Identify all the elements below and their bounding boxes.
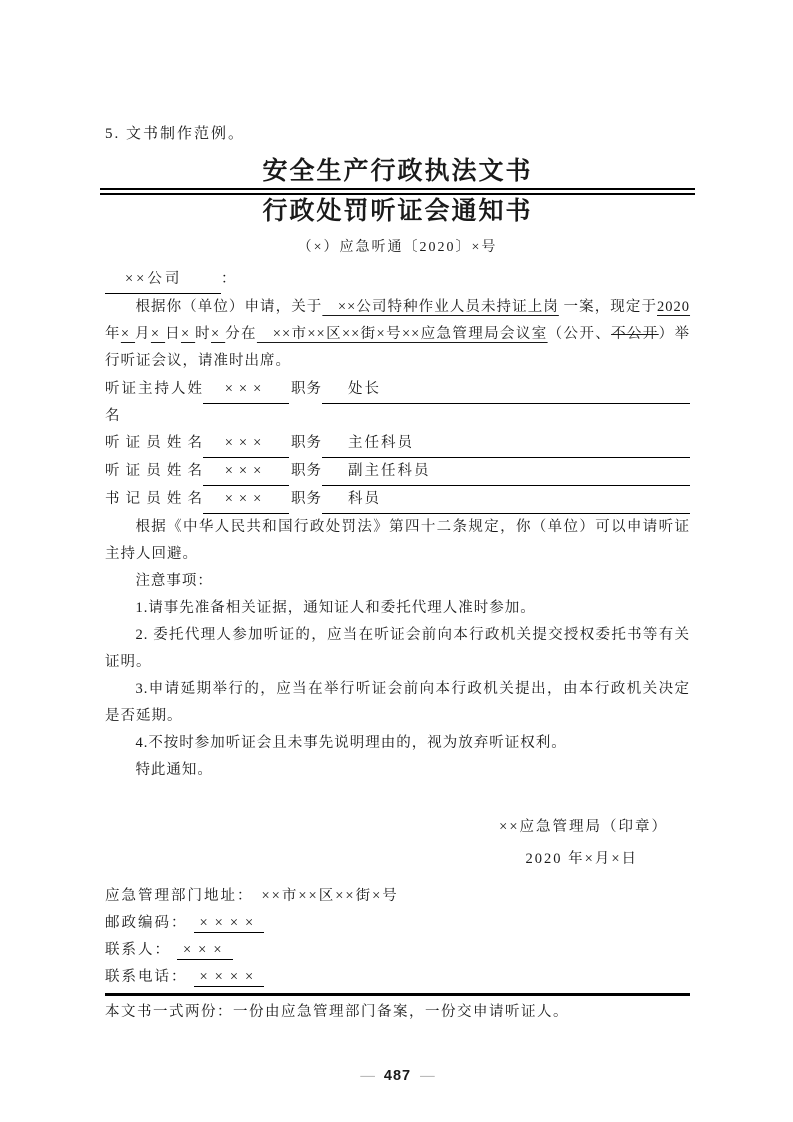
doc-subtitle: 行政处罚听证会通知书 [262,198,533,225]
official-row [105,376,690,430]
paragraph-segment: ××公司特种作业人员未持证上岗 [322,299,559,315]
official-duty-label: 职务 [291,491,322,507]
contact-row-person [105,937,690,964]
contact-block [105,883,690,991]
note-item: 1.请事先准备相关证据，通知证人和委托代理人准时参加。 [135,600,536,616]
page-number-dash-right: — [420,1068,435,1084]
paragraph-segment: × [150,326,166,342]
page-number [105,1068,690,1085]
note-items [105,595,690,757]
paragraph-segment: 日 [165,326,181,342]
paragraph-segment: × [211,326,226,342]
paragraph-segment: 时 [195,326,212,342]
paragraph-segment: ）举行听证会议，请准时出席。 [105,326,691,369]
paragraph-segment: × [180,326,196,342]
note-item: 3.申请延期举行的，应当在举行听证会前向本行政机关提出，由本行政机关决定是否延期。 [105,681,690,724]
contact-row-address [105,883,690,910]
official-role-label: 听证员姓名 [105,463,203,479]
doc-number: （×）应急听通〔2020〕×号 [297,240,498,255]
official-role-label: 听证主持人姓名 [105,381,203,424]
closing-note: 特此通知。 [135,762,213,778]
official-name-blank: ××× [203,376,289,404]
official-duty-label: 职务 [291,381,322,397]
doc-title: 安全生产行政执法文书 [262,158,533,185]
person-value: ××× [177,942,233,960]
official-duty-label: 职务 [291,435,322,451]
legal-note: 根据《中华人民共和国行政处罚法》第四十二条规定，你（单位）可以申请听证主持人回避。 [105,519,690,562]
signature-date: 2020 年×月×日 [525,851,638,867]
page-number-dash-left: — [360,1068,375,1084]
notice-body-paragraph [105,294,690,375]
paragraph-segment: 不公开 [611,326,659,342]
recipient-colon: ： [221,271,237,287]
paragraph-segment: 月 [135,326,151,342]
note-item: 4.不按时参加听证会且未事先说明理由的，视为放弃听证权利。 [135,735,567,751]
section-heading: 5. 文书制作范例。 [105,126,246,142]
official-duty-blank: 副主任科员 [322,458,690,486]
official-row [105,430,690,458]
postcode-value: ×××× [194,915,265,933]
official-name-blank: ××× [203,430,289,458]
official-row [105,486,690,514]
official-duty-blank: 科员 [322,486,690,514]
phone-label: 联系电话： [105,969,188,985]
paragraph-segment: 年 [105,326,121,342]
page-number-value: 487 [383,1068,412,1084]
officials-list [105,376,690,514]
notes-heading: 注意事项： [135,573,213,589]
contact-row-phone [105,964,690,991]
paragraph-segment: × [120,326,136,342]
paragraph-segment: ××市××区××街×号××应急管理局会议室 [256,326,548,342]
paragraph-segment: 分在 [225,326,257,342]
official-row [105,458,690,486]
recipient-line [105,266,690,294]
paragraph-segment: （公开、 [547,326,612,342]
footer-divider [105,993,690,996]
official-duty-blank: 主任科员 [322,430,690,458]
note-item: 2. 委托代理人参加听证的，应当在听证会前向本行政机关提交授权委托书等有关证明。 [105,627,690,670]
official-name-blank: ××× [203,458,289,486]
paragraph-segment: 一案，现定于 [558,299,658,315]
issuing-authority: ××应急管理局（印章） [499,819,668,835]
title-divider [100,188,695,195]
contact-row-postcode [105,910,690,937]
title-block [105,156,690,227]
paragraph-segment: 2020 [657,299,691,315]
footer-note: 本文书一式两份：一份由应急管理部门备案，一份交申请听证人。 [105,1004,569,1020]
person-label: 联系人： [105,942,171,958]
address-label: 应急管理部门地址： [105,888,254,904]
official-role-label: 书记员姓名 [105,491,203,507]
signature-block [105,814,668,873]
official-duty-blank: 处长 [322,376,690,404]
official-role-label: 听证员姓名 [105,435,203,451]
recipient-name: ××公司 [105,266,221,294]
paragraph-segment: 根据你（单位）申请，关于 [135,299,323,315]
phone-value: ×××× [194,969,265,987]
official-name-blank: ××× [203,486,289,514]
address-value: ××市××区××街×号 [261,888,399,904]
official-duty-label: 职务 [291,463,322,479]
postcode-label: 邮政编码： [105,915,188,931]
